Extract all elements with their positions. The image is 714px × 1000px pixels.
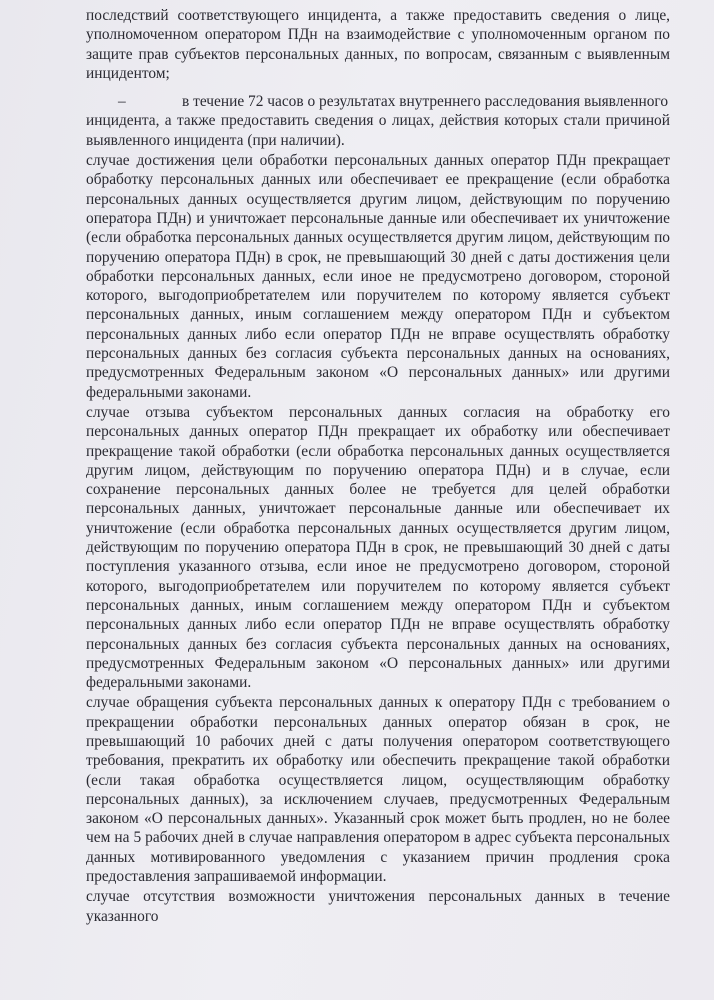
paragraph-destruction-impossible: случае отсутствия возможности уничтожения персональных данных в течение указанного: [86, 888, 670, 925]
paragraph-purpose-achieved: случае достижения цели обработки персональных данных оператор ПДн прекращает обработку персональных данных или обеспечивает ее прекращение (если обработка персональных данных осуществляется другим лицом, действующим по поручению оператора ПДн) и уничтожает персональные данные или обеспечивает их уничтожение (если обработка персональных данных осуществляется другим лицом, действующим по поручению оператора ПДн) в срок, не превышающий 30 дней с даты достижения цели обработки персональных данных, если иное не предусмотрено договором, стороной которого, выгодоприобретателем или поручителем по которому является субъект персональных данных, иным соглашением между оператором ПДн и субъектом персональных данных либо если оператор ПДн не вправе осуществлять обработку персональных данных без согласия субъекта персональных данных на основаниях, предусмотренных Федеральным законом «О персональных данных» или другими федеральными законами.: [86, 152, 670, 401]
document-body: [86, 6, 670, 926]
dash-mark: –: [118, 93, 126, 111]
paragraph-incident-consequences: последствий соответствующего инцидента, а также предоставить сведения о лице, уполномоченном оператором ПДн на взаимодействие с уполномоченным органом по защите прав субъектов персональных данных, по вопросам, связанным с выявленным инцидентом;: [86, 7, 670, 82]
paragraph-subject-request: случае обращения субъекта персональных данных к оператору ПДн с требованием о прекращении обработки персональных данных оператор обязан в срок, не превышающий 10 рабочих дней с даты получения оператором соответствующего требования, прекратить их обработку или обеспечить прекращение такой обработки (если такая обработка осуществляется лицом, осуществляющим обработку персональных данных), за исключением случаев, предусмотренных Федеральным законом «О персональных данных». Указанный срок может быть продлен, но не более чем на 5 рабочих дней в случае направления оператором в адрес субъекта персональных данных мотивированного уведомления с указанием причин продления срока предоставления запрашиваемой информации.: [86, 694, 670, 886]
dash-list-item: [86, 92, 670, 111]
dash-item-first-line: в течение 72 часов о результатах внутреннего расследования выявленного: [182, 93, 669, 111]
paragraph-consent-withdrawal: случае отзыва субъектом персональных данных согласия на обработку его персональных данных оператор ПДн прекращает их обработку или обеспечивает прекращение такой обработки (если обработка персональных данных осуществляется другим лицом, действующим по поручению оператора ПДн) и в случае, если сохранение персональных данных более не требуется для целей обработки персональных данных, уничтожает персональные данные или обеспечивает их уничтожение (если обработка персональных данных осуществляется другим лицом, действующим по поручению оператора ПДн в срок, не превышающий 30 дней с даты поступления указанного отзыва, если иное не предусмотрено договором, стороной которого, выгодоприобретателем или поручителем по которому является субъект персональных данных, иным соглашением между оператором ПДн и субъектом персональных данных либо если оператор ПДн не вправе осуществлять обработку персональных данных без согласия субъекта персональных данных на основаниях, предусмотренных Федеральным законом «О персональных данных» или другими федеральными законами.: [86, 403, 670, 692]
paragraph-internal-investigation: инцидента, а также предоставить сведения о лицах, действия которых стали причиной выявленного инцидента (при наличии).: [86, 112, 670, 149]
